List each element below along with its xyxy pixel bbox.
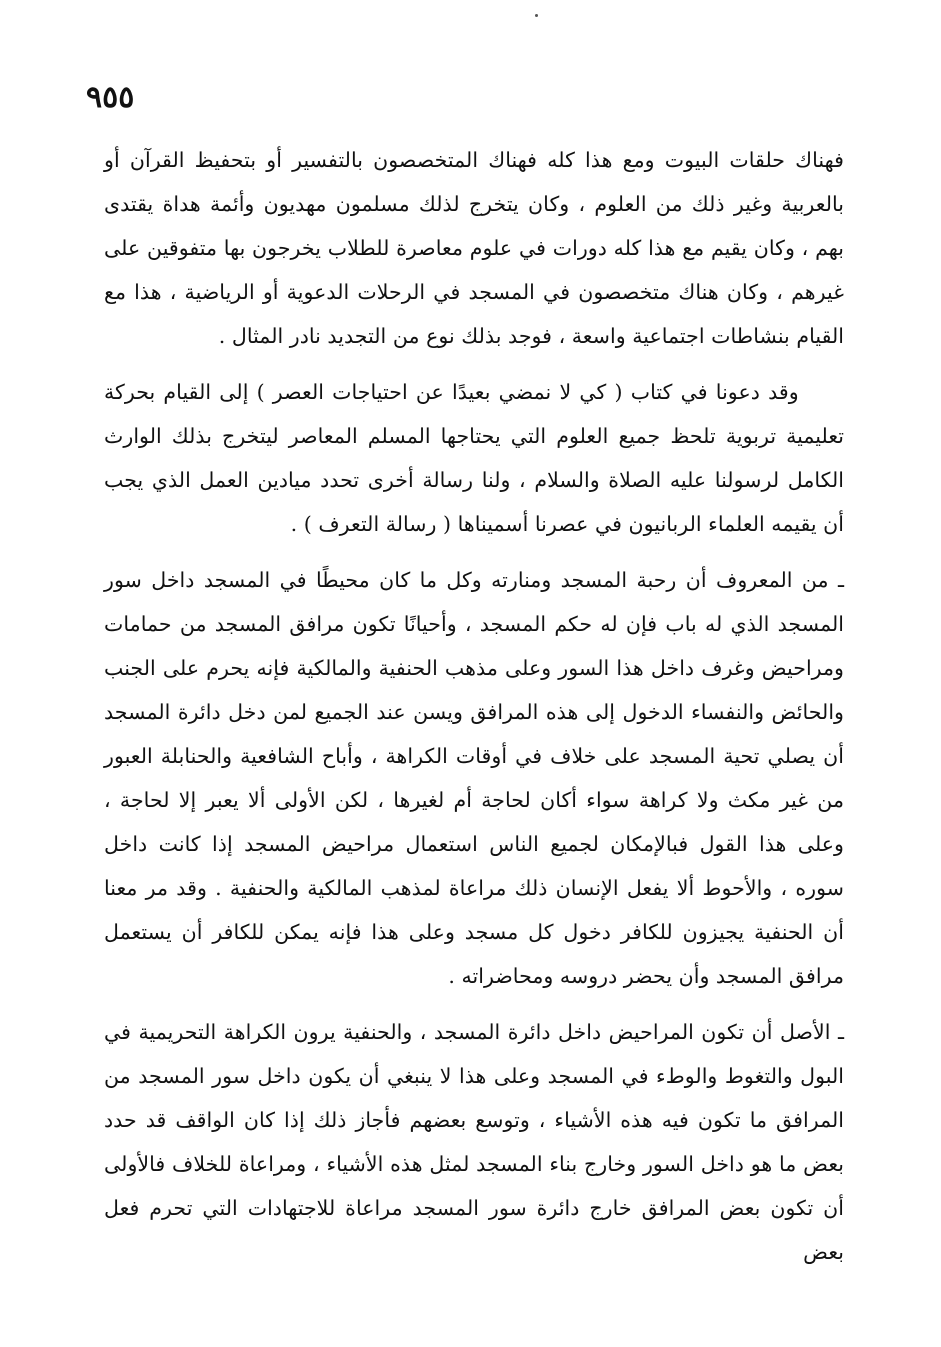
- page-body: [104, 138, 844, 1286]
- paragraph-call-to-action: وقد دعونا في كتاب ( كي لا نمضي بعيدًا عن احتياجات العصر ) إلى القيام بحركة تعليمية تربوية تلحظ جميع العلوم التي يحتاجها المسلم المعاصر ليتخرج بذلك الوارث الكامل لرسولنا عليه الصلاة والسلام ، ولنا رسالة أخرى تحدد ميادين العمل الذي يجب أن يقيمه العلماء الربانيون في عصرنا أسميناها ( رسالة التعرف ) .: [104, 380, 844, 536]
- page-number: ٩٥٥: [86, 80, 135, 115]
- paragraph-continuation: فهناك حلقات البيوت ومع هذا كله فهناك المتخصصون بالتفسير أو بتحفيظ القرآن أو بالعربية وغير ذلك من العلوم ، وكان يتخرج لذلك مسلمون مهديون وأئمة هداة يقتدى بهم ، وكان يقيم مع هذا كله دورات في علوم معاصرة للطلاب يخرجون بها متفوقين على غيرهم ، وكان هناك متخصصون في المسجد في الرحلات الدعوية أو الرياضية ، هذا مع القيام بنشاطات اجتماعية واسعة ، فوجد بذلك نوع من التجديد نادر المثال .: [104, 148, 844, 348]
- paragraph-mosque-facilities: ـ من المعروف أن رحبة المسجد ومنارته وكل ما كان محيطًا في المسجد داخل سور المسجد الذي له باب فإن له حكم المسجد ، وأحيانًا تكون مرافق المسجد من حمامات ومراحيض وغرف داخل هذا السور وعلى مذهب الحنفية والمالكية فإنه يحرم على الجنب والحائض والنفساء الدخول إلى هذه المرافق ويسن عند الجميع لمن دخل دائرة المسجد أن يصلي تحية المسجد على خلاف في أوقات الكراهة ، وأباح الشافعية والحنابلة العبور من غير مكث ولا كراهة سواء أكان لحاجة أم لغيرها ، لكن الأولى ألا يعبر إلا لحاجة ، وعلى هذا القول فبالإمكان لجميع الناس استعمال مراحيض المسجد إذا كانت داخل سوره ، والأحوط ألا يفعل الإنسان ذلك مراعاة لمذهب المالكية والحنفية . وقد مر معنا أن الحنفية يجيزون للكافر دخول كل مسجد وعلى هذا فإنه يمكن للكافر أن يستعمل مرافق المسجد وأن يحضر دروسه ومحاضراته .: [104, 568, 844, 988]
- scan-speck: [535, 14, 538, 17]
- paragraph-restrooms-ruling: ـ الأصل أن تكون المراحيض داخل دائرة المسجد ، والحنفية يرون الكراهة التحريمية في البول والتغوط والوطء في المسجد وعلى هذا لا ينبغي أن يكون داخل سور المسجد من المرافق ما تكون فيه هذه الأشياء ، وتوسع بعضهم فأجاز ذلك إذا كان الواقف قد حدد بعض ما هو داخل السور وخارج بناء المسجد لمثل هذه الأشياء ، ومراعاة للخلاف فالأولى أن تكون بعض المرافق خارج دائرة سور المسجد مراعاة للاجتهادات التي تحرم فعل بعض: [104, 1020, 844, 1264]
